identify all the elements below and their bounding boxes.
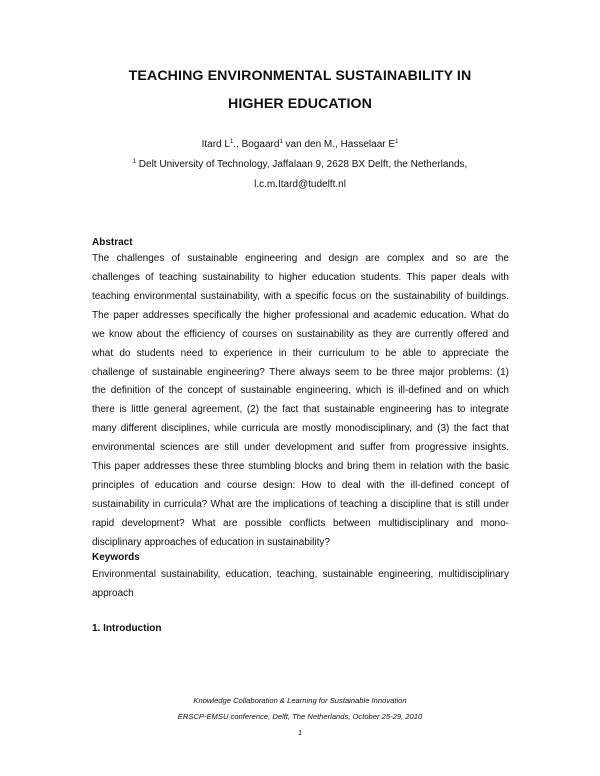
introduction-heading: 1. Introduction [92, 623, 162, 634]
abstract-line: principles of education and course design: How to deal with the ill-defined concept of [92, 480, 509, 492]
abstract-line: The paper addresses specifically the higher professional and academic education. What do [92, 309, 509, 321]
paper-title [0, 62, 600, 118]
abstract-heading: Abstract [92, 237, 133, 248]
abstract-line: This paper addresses these three stumbling blocks and bring them in relation with the basic [92, 461, 509, 473]
author-3-affil-mark: 1 [395, 139, 399, 145]
abstract-line: what do students need to experience in their curriculum to be able to appreciate the [92, 347, 509, 359]
author-list [0, 135, 600, 155]
abstract-line: challenges of teaching sustainability to higher education students. This paper deals with [92, 271, 509, 283]
abstract-line: rapid development? What are possible conflicts between multidisciplinary and mono- [92, 517, 509, 529]
affiliation [0, 155, 600, 175]
author-email: l.c.m.Itard@tudelft.nl [254, 179, 346, 190]
abstract-line: many different disciplines, while curricula are mostly monodisciplinary, and (3) the fact that [92, 423, 509, 435]
keywords-line: approach [92, 587, 134, 599]
author-2-name: ., Bogaard [233, 139, 280, 150]
author-1-affil-mark: 1 [229, 139, 234, 145]
abstract-line: sustainability in curricula? What are the implications of teaching a discipline that is still under [92, 498, 509, 510]
abstract-line: we know about the efficiency of courses on sustainability as they are currently offered and [92, 328, 509, 340]
abstract-line: teaching environmental sustainability, with a specific focus on the sustainability of buildings. [92, 290, 509, 302]
abstract-body [92, 250, 509, 553]
abstract-line: challenge of sustainable engineering? There always seem to be three major problems: (1) [92, 366, 509, 378]
title-line-2: HIGHER EDUCATION [227, 96, 372, 112]
page-footer [0, 693, 600, 741]
abstract-line: the definition of the concept of sustainable engineering, which is ill-defined and on which [92, 385, 509, 397]
title-line-1: TEACHING ENVIRONMENTAL SUSTAINABILITY IN [128, 68, 472, 84]
abstract-line: there is little general agreement, (2) the fact that sustainable engineering has to integrate [92, 404, 509, 416]
abstract-line: environmental sciences are still under development and suffer from progressive insights. [92, 442, 509, 454]
footer-line-1: Knowledge Collaboration & Learning for Sustainable Innovation [193, 696, 407, 705]
author-block [0, 135, 600, 195]
keywords-line: Environmental sustainability, education, teaching, sustainable engineering, multidisciplinary [92, 569, 509, 580]
affiliation-text: Delt University of Technology, Jaffalaan 9, 2628 BX Delft, the Netherlands, [136, 159, 468, 170]
keywords-body [92, 566, 509, 604]
author-3-name: van den M., Hasselaar E [282, 139, 396, 150]
abstract-line: The challenges of sustainable engineering and design are complex and so are the [92, 253, 509, 264]
abstract-line: disciplinary approaches of education in sustainability? [92, 536, 330, 548]
footer-line-2: ERSCP-EMSU conference, Delft, The Netherlands, October 25-29, 2010 [177, 712, 423, 721]
page-number: 1 [297, 728, 303, 737]
affiliation-mark: 1 [132, 159, 137, 165]
author-1-name: Itard L [201, 139, 230, 150]
author-2-affil-mark: 1 [279, 139, 283, 145]
keywords-heading: Keywords [92, 552, 140, 563]
